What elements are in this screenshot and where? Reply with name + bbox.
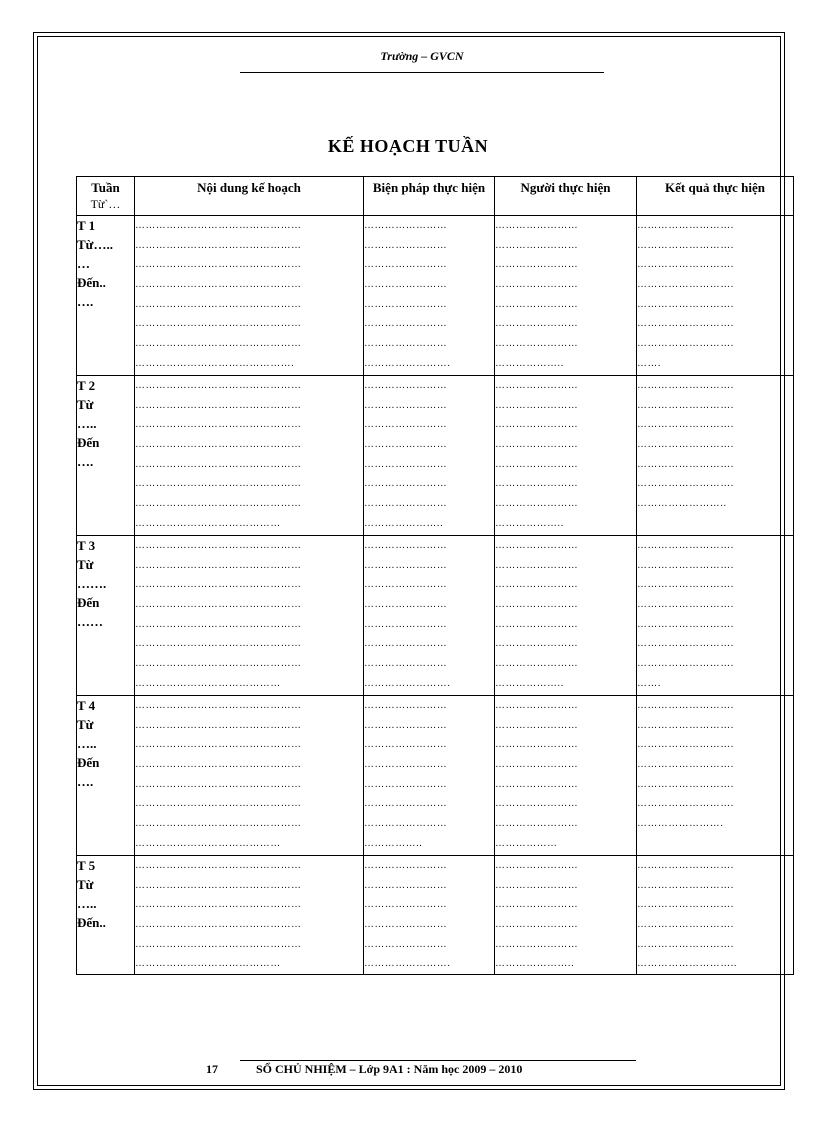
dotted-line: …………………… xyxy=(495,458,579,470)
dotted-line: ……………….. xyxy=(495,517,564,529)
dotted-line: ………………………………………… xyxy=(135,239,302,251)
dotted-line: …………………… xyxy=(364,658,448,670)
week-label-line: ….. xyxy=(77,896,97,911)
dotted-line: …………………… xyxy=(364,439,448,451)
dotted-line: …………………… xyxy=(495,220,579,231)
dotted-line: …………………… xyxy=(364,739,448,751)
dotted-line: …………………… xyxy=(495,419,579,431)
dotted-line: ………………………. xyxy=(637,599,734,611)
week-label-line: Đến.. xyxy=(77,915,106,930)
dotted-line: …………………… xyxy=(364,498,448,510)
dotted-line: …………………… xyxy=(364,220,448,231)
dotted-line: …………………… xyxy=(495,700,579,711)
week-label-line: Đến.. xyxy=(77,275,106,290)
column-header-content: Nội dung kế hoạch xyxy=(135,177,364,216)
dotted-line: ………………………. xyxy=(637,439,734,451)
week-label-line: …. xyxy=(77,454,94,469)
week-label-cell xyxy=(77,856,135,975)
table-row xyxy=(77,216,794,376)
dotted-line: ………………………………………… xyxy=(135,818,302,830)
dotted-line: ………………………. xyxy=(637,700,734,711)
dotted-line: …………………………………… xyxy=(135,837,281,849)
week-label-line: … xyxy=(77,256,90,271)
week-header-line-2: Từ`… xyxy=(90,197,121,211)
week-label-line: …. xyxy=(77,294,94,309)
dotted-line xyxy=(637,514,793,534)
dotted-line: ………………………………………… xyxy=(135,559,302,571)
dotted-line: ……………………. xyxy=(364,958,451,970)
dotted-line: ………………………………………… xyxy=(135,879,302,891)
dotted-line: …………………… xyxy=(364,458,448,470)
week-label-line: Đến xyxy=(77,595,100,610)
dotted-line: …………………… xyxy=(495,478,579,490)
dotted-line: …………………… xyxy=(364,478,448,490)
dotted-line: ………………………………………… xyxy=(135,899,302,911)
dotted-line: ……………… xyxy=(495,837,558,849)
dotted-line: ………………………. xyxy=(637,658,734,670)
dotted-line: …………………… xyxy=(364,638,448,650)
measures-cell xyxy=(364,696,495,856)
result-cell xyxy=(637,216,794,376)
dotted-line: ………………………………………… xyxy=(135,338,302,350)
dotted-line: …………………… xyxy=(364,599,448,611)
dotted-line: …………………… xyxy=(364,618,448,630)
dotted-line: ………………………. xyxy=(637,778,734,790)
dotted-line: ……………………. xyxy=(364,357,451,369)
person-cell xyxy=(495,216,637,376)
dotted-line: …………………… xyxy=(495,380,579,391)
result-cell xyxy=(637,376,794,536)
dotted-line: ………………………………………… xyxy=(135,439,302,451)
dotted-line: …………………… xyxy=(495,239,579,251)
dotted-line: ………………………. xyxy=(637,399,734,411)
dotted-line: …………………… xyxy=(495,498,579,510)
column-header-week xyxy=(77,177,135,216)
dotted-line: …………………… xyxy=(364,938,448,950)
dotted-line: ………………………. xyxy=(637,279,734,291)
result-cell xyxy=(637,696,794,856)
dotted-line: …………………… xyxy=(495,259,579,271)
dotted-line: ………………………. xyxy=(637,239,734,251)
dotted-line: ………………………. xyxy=(637,798,734,810)
week-label-line: …… xyxy=(77,614,103,629)
dotted-line: …………………… xyxy=(495,919,579,931)
dotted-line: ………………………………………… xyxy=(135,719,302,731)
dotted-line: ………………….. xyxy=(495,958,575,970)
dotted-line: …………………… xyxy=(495,540,579,551)
dotted-line: ………………………………………… xyxy=(135,638,302,650)
dotted-line: ………………………. xyxy=(637,298,734,310)
dotted-line: …………………… xyxy=(364,759,448,771)
dotted-line: …………………… xyxy=(364,399,448,411)
dotted-line: …………………… xyxy=(495,860,579,871)
dotted-line: ………………………………………… xyxy=(135,618,302,630)
dotted-line: ………………………. xyxy=(637,220,734,231)
dotted-line: …………………… xyxy=(364,700,448,711)
dotted-line: ………………………. xyxy=(637,739,734,751)
result-cell xyxy=(637,856,794,975)
dotted-line: ………………………. xyxy=(637,559,734,571)
dotted-line: ………………………………………… xyxy=(135,938,302,950)
week-label-line: ……. xyxy=(77,576,107,591)
dotted-line: ……………………. xyxy=(637,818,724,830)
dotted-line: ………………………. xyxy=(637,380,734,391)
dotted-line: …………………… xyxy=(495,759,579,771)
measures-cell xyxy=(364,376,495,536)
dotted-line: …………………………………… xyxy=(135,677,281,689)
week-label-line: Từ xyxy=(77,397,94,412)
dotted-line: ……………………….. xyxy=(637,958,737,970)
dotted-line: ………………………. xyxy=(637,719,734,731)
dotted-line: …………………… xyxy=(364,798,448,810)
dotted-line: ………………………………………… xyxy=(135,419,302,431)
week-label-line: ….. xyxy=(77,416,97,431)
dotted-line: ……………………. xyxy=(364,677,451,689)
dotted-line: …………………………………… xyxy=(135,958,281,970)
dotted-line: …………………… xyxy=(495,899,579,911)
dotted-line: ………………………. xyxy=(637,419,734,431)
column-header-measures: Biện pháp thực hiện xyxy=(364,177,495,216)
dotted-line: …………………… xyxy=(364,259,448,271)
dotted-line: …………………… xyxy=(495,618,579,630)
dotted-line: ………………………………………… xyxy=(135,220,302,231)
dotted-line: …………………… xyxy=(495,338,579,350)
dotted-line: …………………… xyxy=(495,439,579,451)
dotted-line: …………………… xyxy=(495,559,579,571)
dotted-line: ……………….. xyxy=(495,357,564,369)
week-label-line: Từ xyxy=(77,717,94,732)
dotted-line: ………………………. xyxy=(637,259,734,271)
dotted-line: …………………… xyxy=(364,579,448,591)
table-row xyxy=(77,696,794,856)
dotted-line: ………………………………………… xyxy=(135,478,302,490)
dotted-line: …………………… xyxy=(495,579,579,591)
dotted-line: …………………… xyxy=(495,279,579,291)
dotted-line: …………………… xyxy=(364,919,448,931)
dotted-line: ………………………. xyxy=(637,759,734,771)
dotted-line: ……………….. xyxy=(495,677,564,689)
dotted-line: …………………… xyxy=(364,540,448,551)
measures-cell xyxy=(364,536,495,696)
dotted-line: ………………………………………… xyxy=(135,458,302,470)
dotted-line: ………………………. xyxy=(637,618,734,630)
dotted-line: …………………… xyxy=(364,860,448,871)
content-cell xyxy=(135,536,364,696)
dotted-line: ………………………………………… xyxy=(135,739,302,751)
week-label-line: ….. xyxy=(77,736,97,751)
dotted-line: ………………………. xyxy=(637,899,734,911)
person-cell xyxy=(495,536,637,696)
dotted-line: …………………… xyxy=(495,318,579,330)
dotted-line: …………………… xyxy=(495,719,579,731)
content-cell xyxy=(135,696,364,856)
week-label-line: Từ xyxy=(77,877,94,892)
page-header: Trường – GVCN xyxy=(380,49,464,63)
dotted-line: ………………………. xyxy=(637,879,734,891)
dotted-line: ………………………. xyxy=(637,919,734,931)
dotted-line: ………………………………………… xyxy=(135,700,302,711)
dotted-line: ………………………. xyxy=(637,938,734,950)
content-cell xyxy=(135,856,364,975)
week-label-cell xyxy=(77,536,135,696)
table-row xyxy=(77,856,794,975)
dotted-line: ………………………………………… xyxy=(135,498,302,510)
dotted-line: …………………… xyxy=(495,638,579,650)
page-number: 17 xyxy=(206,1062,218,1076)
person-cell xyxy=(495,376,637,536)
dotted-line: ……. xyxy=(637,677,661,689)
table-row xyxy=(77,536,794,696)
week-label-cell xyxy=(77,696,135,856)
dotted-line: ………………………………………… xyxy=(135,298,302,310)
dotted-line: …………………… xyxy=(364,879,448,891)
dotted-line: …………………………………… xyxy=(135,517,281,529)
week-label-line: Đến xyxy=(77,755,100,770)
dotted-line: …………………… xyxy=(364,239,448,251)
dotted-line: …………………… xyxy=(495,778,579,790)
dotted-line: …………………… xyxy=(495,798,579,810)
dotted-line: …………….. xyxy=(364,837,423,849)
week-label-cell xyxy=(77,216,135,376)
dotted-line: ………………………………………… xyxy=(135,540,302,551)
dotted-line: …………………… xyxy=(495,739,579,751)
dotted-line: …………………… xyxy=(364,559,448,571)
dotted-line: ………………………………………… xyxy=(135,919,302,931)
dotted-line: ………………………. xyxy=(637,458,734,470)
dotted-line: ………………………………………… xyxy=(135,798,302,810)
person-cell xyxy=(495,696,637,856)
dotted-line: ………………………. xyxy=(637,478,734,490)
dotted-line: …………………… xyxy=(364,419,448,431)
week-label-line: T 3 xyxy=(77,538,96,553)
week-label-line: T 1 xyxy=(77,218,96,233)
dotted-line: ………………………. xyxy=(637,338,734,350)
dotted-line: …………………… xyxy=(364,279,448,291)
dotted-line: ……. xyxy=(637,357,661,369)
week-label-line: Từ….. xyxy=(77,237,113,252)
table-row xyxy=(77,376,794,536)
column-header-person: Người thực hiện xyxy=(495,177,637,216)
dotted-line: ………………………………………… xyxy=(135,399,302,411)
dotted-line: ………………………………………… xyxy=(135,860,302,871)
dotted-line: …………………… xyxy=(495,818,579,830)
dotted-line: …………………… xyxy=(495,298,579,310)
dotted-line: ………………………. xyxy=(637,318,734,330)
dotted-line: …………………… xyxy=(364,338,448,350)
dotted-line: ………………………………………… xyxy=(135,658,302,670)
dotted-line: ………………………………………… xyxy=(135,279,302,291)
dotted-line: …………………… xyxy=(495,658,579,670)
dotted-line: ………………………………………… xyxy=(135,579,302,591)
table-header-row xyxy=(77,177,794,216)
dotted-line: …………………… xyxy=(364,719,448,731)
dotted-line: ………………………. xyxy=(637,860,734,871)
dotted-line: …………………… xyxy=(364,298,448,310)
footer-rule xyxy=(240,1060,636,1061)
content-cell xyxy=(135,376,364,536)
weekly-plan-table xyxy=(76,176,794,975)
dotted-line: ………………………………………… xyxy=(135,599,302,611)
page-title: KẾ HOẠCH TUẦN xyxy=(327,136,489,156)
dotted-line: …………………… xyxy=(364,380,448,391)
week-label-line: …. xyxy=(77,774,94,789)
page-footer xyxy=(206,1062,522,1077)
dotted-line: ………………………. xyxy=(637,540,734,551)
content-cell xyxy=(135,216,364,376)
dotted-line: ………………………………………. xyxy=(135,357,295,369)
dotted-line: ………………………. xyxy=(637,638,734,650)
week-label-line: T 2 xyxy=(77,378,96,393)
week-label-line: Đến xyxy=(77,435,100,450)
dotted-line: …………………… xyxy=(495,399,579,411)
dotted-line: …………………… xyxy=(364,318,448,330)
dotted-line: ………………….. xyxy=(364,517,444,529)
dotted-line: ………………………. xyxy=(637,579,734,591)
dotted-line: ………………………………………… xyxy=(135,318,302,330)
dotted-line: …………………….. xyxy=(637,498,727,510)
week-label-cell xyxy=(77,376,135,536)
dotted-line: …………………… xyxy=(495,938,579,950)
dotted-line: ………………………………………… xyxy=(135,259,302,271)
week-label-line: T 5 xyxy=(77,858,96,873)
dotted-line xyxy=(637,834,793,854)
result-cell xyxy=(637,536,794,696)
dotted-line: ………………………………………… xyxy=(135,380,302,391)
week-label-line: T 4 xyxy=(77,698,96,713)
dotted-line: …………………… xyxy=(364,818,448,830)
footer-text: SỔ CHỦ NHIỆM – Lớp 9A1 : Năm học 2009 – 2010 xyxy=(256,1062,523,1076)
dotted-line: ………………………………………… xyxy=(135,759,302,771)
week-header-line-1: Tuần xyxy=(91,180,120,195)
measures-cell xyxy=(364,856,495,975)
column-header-result: Kết quả thực hiện xyxy=(637,177,794,216)
dotted-line: …………………… xyxy=(495,599,579,611)
measures-cell xyxy=(364,216,495,376)
dotted-line: ………………………………………… xyxy=(135,778,302,790)
dotted-line: …………………… xyxy=(364,778,448,790)
week-label-line: Từ xyxy=(77,557,94,572)
header-rule xyxy=(240,72,604,73)
dotted-line: …………………… xyxy=(495,879,579,891)
dotted-line: …………………… xyxy=(364,899,448,911)
person-cell xyxy=(495,856,637,975)
